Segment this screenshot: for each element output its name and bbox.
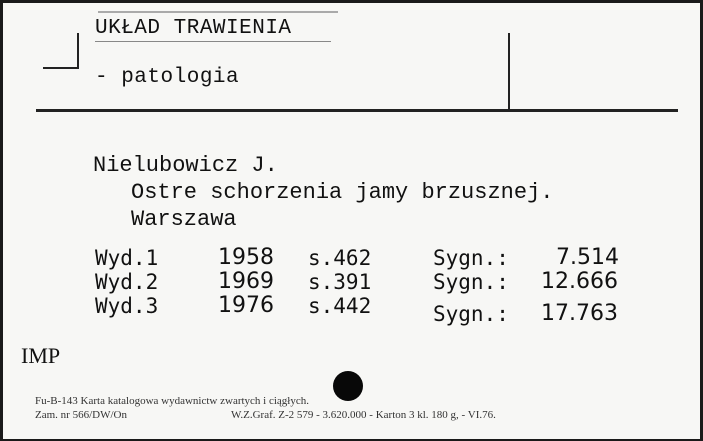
edition-pages: s.391 [308,270,372,294]
edition-label: Wyd.3 [95,294,159,318]
footer-order-number: Zam. nr 566/DW/On [35,409,127,421]
corner-mark-horizontal [43,67,79,69]
edition-year: 1958 [218,245,274,270]
subject-subheading: - patologia [95,66,240,89]
publication-place: Warszawa [131,207,237,232]
call-number: 7.514 [556,245,619,270]
punch-hole [333,371,363,401]
footer-line-1: Fu-B-143 Karta katalogowa wydawnictw zwartych i ciągłych. [35,395,309,407]
call-number: 17.763 [541,301,618,326]
call-number: 12.666 [541,269,618,294]
footer-print-info: W.Z.Graf. Z-2 579 - 3.620.000 - Karton 3 kl. 180 g, - VI.76. [231,409,496,421]
edition-year: 1976 [218,293,274,318]
call-number-label: Sygn.: [433,270,509,294]
author: Nielubowicz J. [93,153,278,178]
edition-pages: s.442 [308,294,372,318]
call-number-label: Sygn.: [433,246,509,270]
header-rule [36,109,678,112]
book-title: Ostre schorzenia jamy brzusznej. [131,180,554,205]
side-mark: IMP [21,343,61,368]
header-top-line [98,11,338,13]
subject-heading: UKŁAD TRAWIENIA [95,17,292,40]
edition-label: Wyd.1 [95,246,159,270]
edition-label: Wyd.2 [95,270,159,294]
catalog-card [3,3,700,439]
edition-pages: s.462 [308,246,372,270]
call-number-label: Sygn.: [433,302,509,326]
header-divider [508,33,510,111]
edition-year: 1969 [218,269,274,294]
corner-mark-vertical [77,33,79,69]
heading-underline [95,41,331,42]
